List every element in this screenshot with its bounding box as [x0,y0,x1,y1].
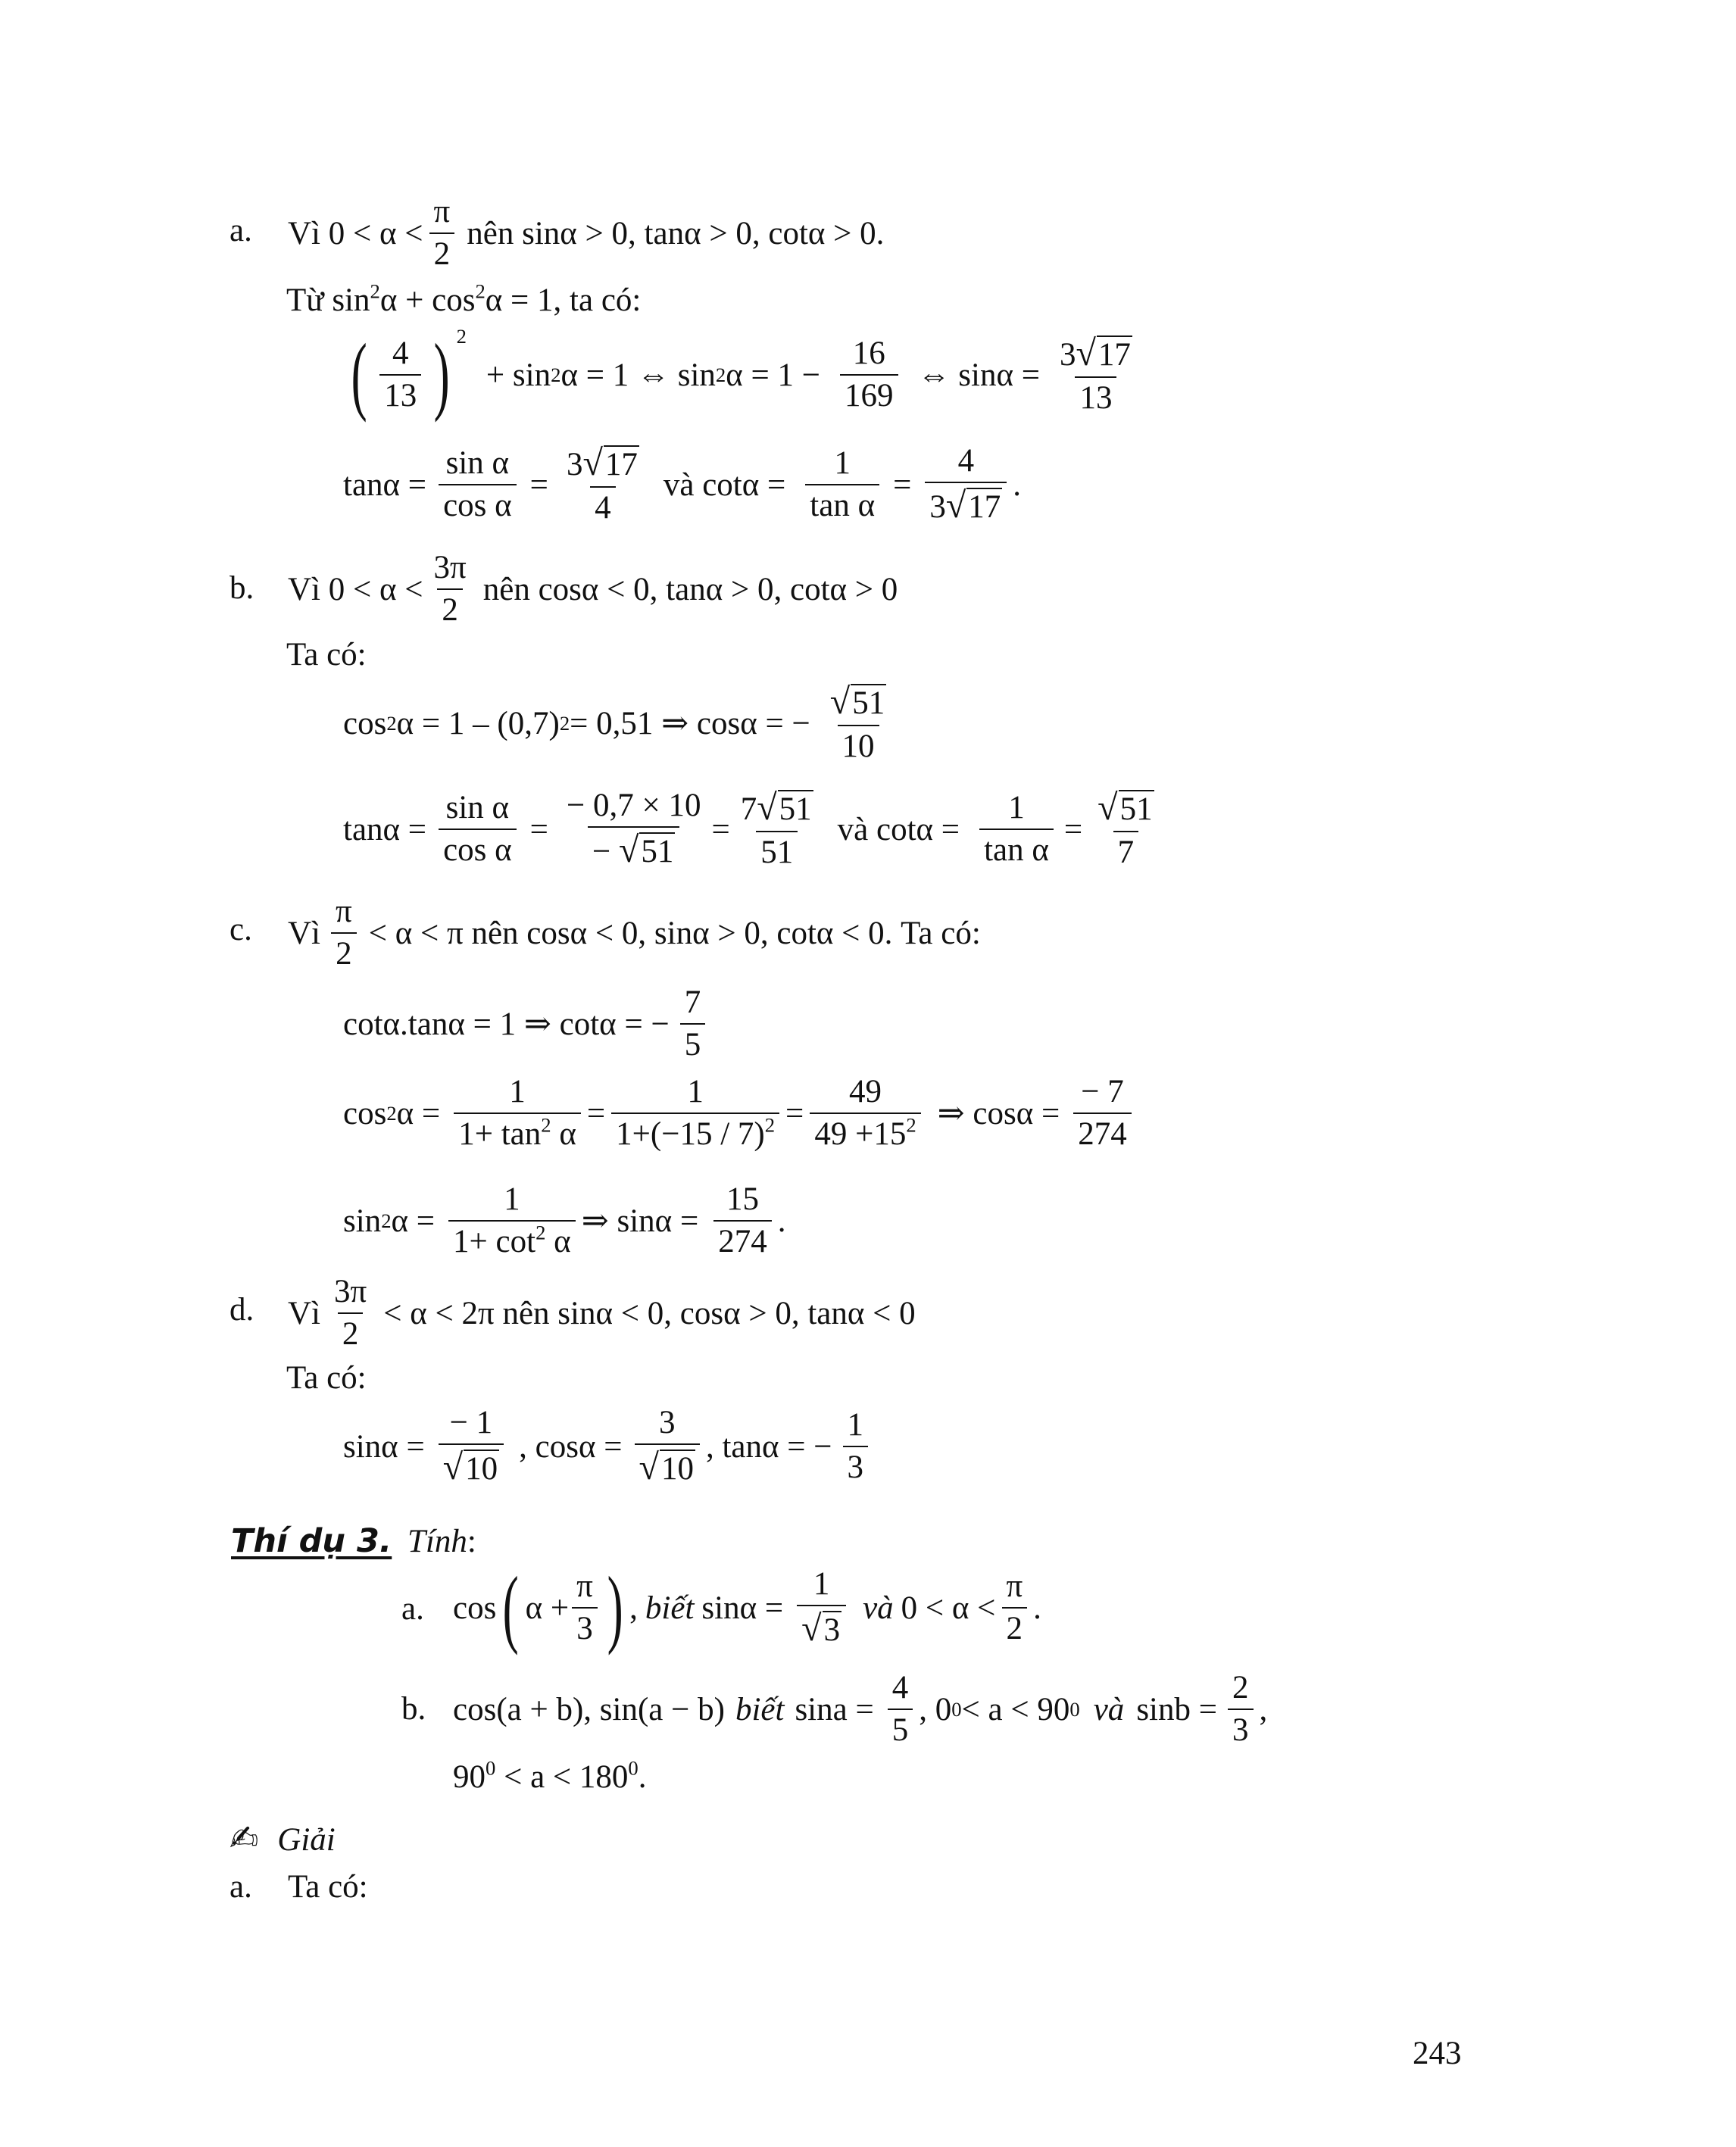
part-a-identity: Từ $\sin^2\alpha + \cos^2\alpha = 1$, ta có: [286,279,642,318]
ex3-b-line: cos(a + b), sin(a − b) biết sina = $\frac{4}{5}$ , 0 0 < a < 90 0 và sinb = $\frac{2}{3}$ , [453,1670,1268,1749]
part-b-tan-cot: tanα = $\frac{\text{sin α}}{\text{cos α}}$ = $\frac{- 0,7 \times 10}{- √51}$ = $\frac{7√51}{51}$ và cotα = $\frac{1}{\text{tan α}}$ = $\frac{√51}{7}$ [343,788,1153,871]
ex3-a-label: a. [401,1591,424,1627]
part-d-values: sinα = $\frac{- 1}{√10}$ , cosα = $\frac{3}{√10}$ , tanα = − $\frac{1}{3}$ [343,1405,874,1488]
example-3-heading: Thí dụ 3. Tính: [231,1522,476,1560]
part-c-line1: Vì π 2 < α < π nên cosα < 0, sinα > 0, cotα < 0. Ta có: [288,894,981,972]
part-a-tan-cot: tanα = $\frac{\text{sin α}}{\text{cos α}}$ = $\frac{3√17}{4}$ và cotα = $\frac{1}{\text{tan α}}$ = $\frac{4}{3√17}$ . [343,443,1022,526]
solution-heading [229,1818,336,1858]
part-b-label: b. [229,570,254,606]
part-c-sin: sin 2 α = $\frac{1}{1+ \cot^2 \alpha}$ ⇒ sinα = $\frac{15}{274}$ . [343,1181,786,1260]
ex3-a-line: cos ( α + $\frac{\pi}{3}$ ) , biết sinα = $\frac{1}{√3}$ và 0 < α < π 2 . [453,1559,1041,1656]
ex3-b-line2: $90^0 < a < 180^0$. [453,1756,647,1795]
part-c-cot: cotα.tanα = 1 ⇒ cotα = − $\frac{7}{5}$ [343,985,711,1063]
page-number: 243 [1413,2036,1462,2071]
part-a-label: a. [229,213,252,248]
part-d-label: d. [229,1292,254,1328]
part-b-line1: Vì 0 < α < 3π 2 nên cosα < 0, tanα > 0, cotα > 0 [288,550,898,629]
solution-label: Giải [277,1822,336,1858]
ex3-b-label: b. [401,1691,426,1727]
part-d-taco: Ta có: [286,1360,367,1396]
part-b-taco: Ta có: [286,637,367,672]
part-b-cos-calc: cos 2 α = 1 – (0,7) 2 = 0,51 ⇒ cosα = − $\frac{√51}{10}$ [343,682,885,764]
part-d-line1: Vì 3π 2 < α < 2π nên sinα < 0, cosα > 0, tanα < 0 [288,1274,916,1353]
solution-a-text: Ta có: [288,1869,368,1905]
pi-over-2: π 2 [429,194,455,273]
solution-a-label: a. [229,1869,252,1905]
example-3-title: Thí dụ 3. [231,1522,392,1560]
part-a-line1: Vì 0 < α < π 2 nên sinα > 0, tanα > 0, cotα > 0. [288,194,885,273]
part-c-label: c. [229,912,252,947]
part-c-cos: cos 2 α = $\frac{1}{1+ \tan^2 \alpha}$ = $\frac{1}{1+(-15 / 7)^2}$ = $\frac{49}{49 +15^2}$ ⇒ cosα = $\frac{- 7}{274}$ [343,1074,1138,1153]
pen-icon: ✍ [229,1818,259,1858]
part-a-sin-calc: ( 4 13 ) 2 + sin 2 α = 1 ⇔ sin 2 α = 1 − $\frac{16}{169}$ ⇔ sinα = $\frac{3√17}{13}$ [351,325,1131,423]
